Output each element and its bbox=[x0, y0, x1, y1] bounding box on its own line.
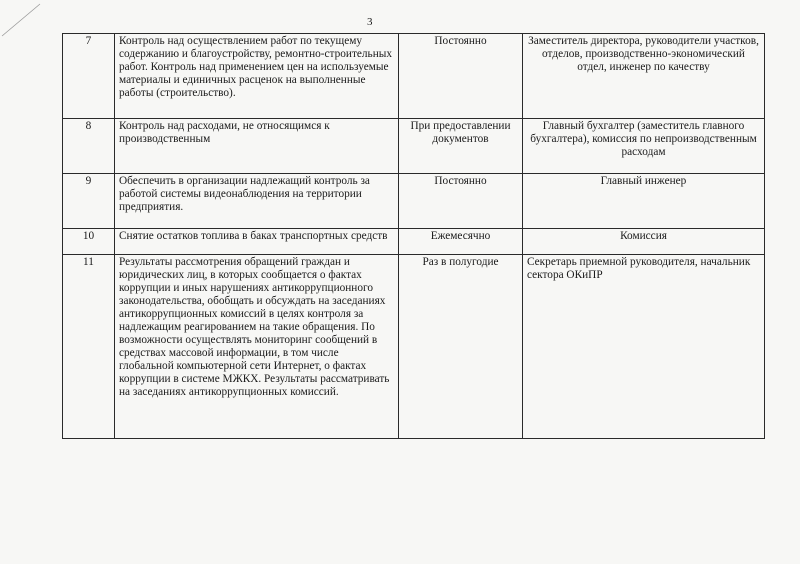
row-responsible: Комиссия bbox=[523, 229, 765, 255]
scan-artifact-line bbox=[0, 0, 60, 40]
row-number: 8 bbox=[63, 119, 115, 174]
row-term: Ежемесячно bbox=[399, 229, 523, 255]
row-responsible: Секретарь приемной руководителя, начальник сектора ОКиПР bbox=[523, 255, 765, 439]
row-number: 10 bbox=[63, 229, 115, 255]
row-responsible: Главный бухгалтер (заместитель главного бухгалтера), комиссия по непроизводственным расходам bbox=[523, 119, 765, 174]
table-row bbox=[63, 255, 765, 439]
row-responsible: Заместитель директора, руководители участков, отделов, производственно-экономический отдел, инженер по качеству bbox=[523, 34, 765, 119]
row-responsible: Главный инженер bbox=[523, 174, 765, 229]
measures-table bbox=[62, 33, 765, 439]
page-number: 3 bbox=[367, 16, 373, 28]
table-row bbox=[63, 119, 765, 174]
row-description: Снятие остатков топлива в баках транспортных средств bbox=[115, 229, 399, 255]
row-term: Раз в полугодие bbox=[399, 255, 523, 439]
row-number: 7 bbox=[63, 34, 115, 119]
table-row bbox=[63, 229, 765, 255]
row-number: 9 bbox=[63, 174, 115, 229]
row-term: При предоставлении документов bbox=[399, 119, 523, 174]
row-description: Контроль над осуществлением работ по текущему содержанию и благоустройству, ремонтно-строительных работ. Контроль над применением цен на используемые материалы и единичных расценок на выполненные работы (строительство). bbox=[115, 34, 399, 119]
table-row bbox=[63, 34, 765, 119]
row-description: Результаты рассмотрения обращений граждан и юридических лиц, в которых сообщается о фактах коррупции и иных нарушениях антикоррупционного законодательства, обобщать и обсуждать на заседаниях антикоррупционных комиссий в целях контроля за надлежащим реагированием на такие обращения. По возможности осуществлять мониторинг сообщений в средствах массовой информации, в том числе глобальной компьютерной сети Интернет, о фактах коррупции в системе МЖКХ. Результаты рассматривать на заседаниях антикоррупционных комиссий. bbox=[115, 255, 399, 439]
row-description: Обеспечить в организации надлежащий контроль за работой системы видеонаблюдения на территории предприятия. bbox=[115, 174, 399, 229]
table-row bbox=[63, 174, 765, 229]
row-term: Постоянно bbox=[399, 174, 523, 229]
row-description: Контроль над расходами, не относящимся к производственным bbox=[115, 119, 399, 174]
row-number: 11 bbox=[63, 255, 115, 439]
row-term: Постоянно bbox=[399, 34, 523, 119]
